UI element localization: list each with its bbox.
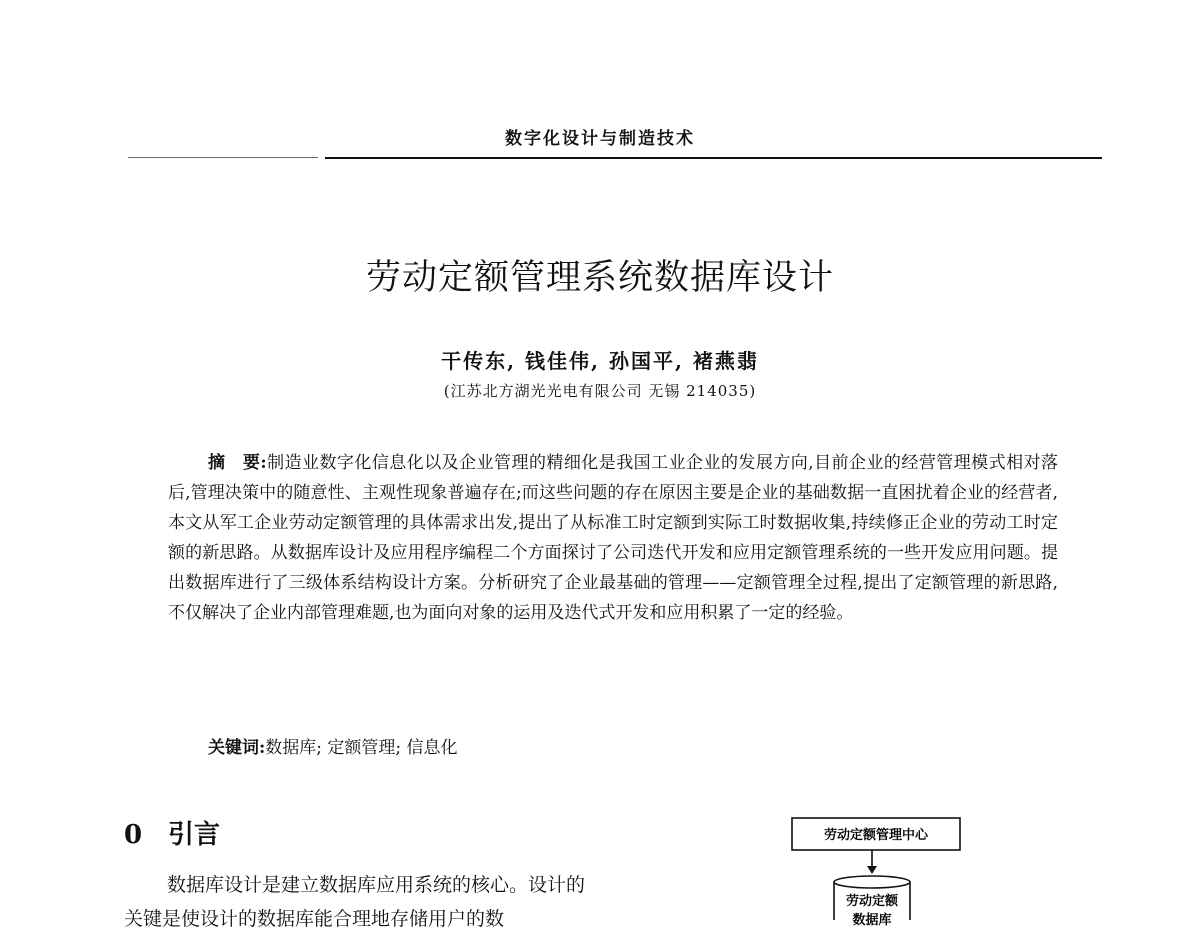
section-number: 0 [124, 820, 143, 850]
paper-affiliation: (江苏北方湖光光电有限公司 无锡 214035) [443, 382, 757, 400]
abstract-text: 制造业数字化信息化以及企业管理的精细化是我国工业企业的发展方向,目前企业的经营管理模式相对落后,管理决策中的随意性、主观性现象普遍存在;而这些问题的存在原因主要是企业的基础数据一直困扰着企业的经营者,本文从军工企业劳动定额管理的具体需求出发,提出了从标准工时定额到实际工时数据收集,持续修正企业的劳动工时定额的新思路。从数据库设计及应用程序编程二个方面探讨了公司迭代开发和应用定额管理系统的一些开发应用问题。提出数据库进行了三级体系结构设计方案。分析研究了企业最基础的管理——定额管理全过程,提出了定额管理的新思路,不仅解决了企业内部管理难题,也为面向对象的运用及迭代式开发和应用积累了一定的经验。 [168, 453, 1059, 623]
diagram-cylinder-label-2: 数据库 [852, 913, 892, 928]
header-rule [325, 157, 1102, 159]
paper-authors: 干传东, 钱佳伟, 孙国平, 褚燕翡 [441, 349, 759, 373]
section-title: 引言 [168, 820, 221, 850]
keywords-text: 数据库; 定额管理; 信息化 [265, 738, 458, 758]
abstract [168, 448, 1058, 628]
diagram-top-box-label: 劳动定额管理中心 [823, 828, 929, 843]
architecture-diagram [780, 810, 980, 928]
abstract-label: 摘 要: [208, 453, 267, 473]
section-body: 数据库设计是建立数据库应用系统的核心。设计的关键是使设计的数据库能合理地存储用户的数 [124, 874, 586, 930]
running-header: 数字化设计与制造技术 [505, 129, 695, 149]
diagram-database-cylinder-top [834, 876, 910, 888]
diagram-arrow-head-icon [867, 866, 877, 874]
keywords [208, 733, 458, 758]
diagram-cylinder-label-1: 劳动定额 [845, 894, 899, 909]
keywords-label: 关键词: [208, 738, 266, 758]
paper-title: 劳动定额管理系统数据库设计 [365, 258, 834, 298]
section-heading [124, 814, 220, 851]
header-rule-thin [128, 157, 318, 158]
